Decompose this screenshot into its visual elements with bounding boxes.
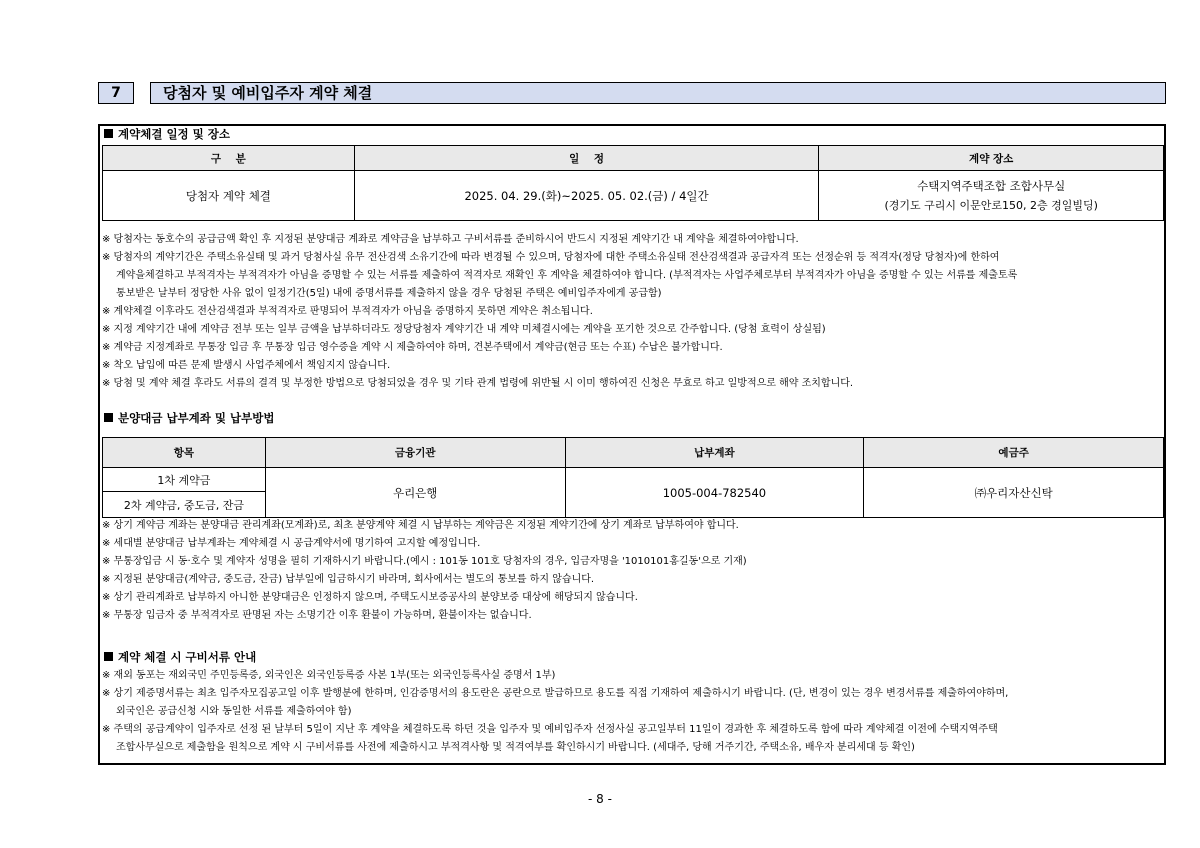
header-category: 구 분	[103, 146, 355, 171]
square-bullet-icon	[104, 129, 113, 138]
note-line: 계약을체결하고 부적격자는 부적격자가 아님을 증명할 수 있는 서류를 제출하여 적격자로 재확인 후 계약을 체결하여야 합니다. (부적격자는 사업주체로부터 부적격자가 아님을 증명할 수 있는 서류를 제출토록	[116, 270, 1018, 281]
note-line: ※ 무통장입금 시 동·호수 및 계약자 성명을 필히 기재하시기 바랍니다.(예시 : 101동 101호 당첨자의 경우, 입금자명을 '1010101홍길동'으로 기재)	[102, 556, 747, 567]
note-line: ※ 당첨 및 계약 체결 후라도 서류의 결격 및 부정한 방법으로 당첨되었을 경우 및 기타 관계 법령에 위반될 시 이미 행하여진 신청은 무효로 하고 일방적으로 해약 조치합니다.	[102, 378, 854, 389]
header-place: 계약 장소	[819, 146, 1164, 171]
note-line: ※ 세대별 분양대금 납부계좌는 계약체결 시 공급계약서에 명기하여 고지할 예정입니다.	[102, 538, 481, 549]
note-line: ※ 주택의 공급계약이 입주자로 선정 된 날부터 5일이 지난 후 계약을 체결하도록 하던 것을 입주자 및 예비입주자 선정사실 공고일부터 11일이 경과한 후 체결하도록 함에 따라 계약체결 이전에 수택지역주택	[102, 724, 998, 735]
note-line: ※ 지정 계약기간 내에 계약금 전부 또는 일부 금액을 납부하더라도 정당당첨자 계약기간 내 계약 미체결시에는 계약을 포기한 것으로 간주합니다. (당첨 효력이 상실됨)	[102, 324, 826, 335]
note-line: 통보받은 날부터 정당한 사유 없이 일정기간(5일) 내에 증명서류를 제출하지 않을 경우 당첨된 주택은 예비입주자에게 공급함)	[116, 288, 662, 299]
section-title: 당첨자 및 예비입주자 계약 체결	[150, 82, 1166, 104]
note-line: ※ 재외 동포는 재외국민 주민등록증, 외국인은 외국인등록증 사본 1부(또는 외국인등록사실 증명서 1부)	[102, 670, 556, 681]
header-item: 항목	[103, 438, 266, 468]
section-number: 7	[98, 82, 134, 104]
note-line: ※ 계약금 지정계좌로 무통장 입금 후 무통장 입금 영수증을 계약 시 제출하여야 하며, 견본주택에서 계약금(현금 또는 수표) 수납은 불가합니다.	[102, 342, 723, 353]
contract-notes	[102, 231, 1164, 393]
payment-account: 1005-004-782540	[565, 468, 864, 518]
schedule-category: 당첨자 계약 체결	[103, 171, 355, 221]
header-bank: 금융기관	[265, 438, 565, 468]
note-line: 조합사무실으로 제출함을 원칙으로 계약 시 구비서류를 사전에 제출하시고 부적격사항 및 적격여부를 확인하시기 바랍니다. (세대주, 당해 거주기간, 주택소유, 배우자 분리세대 등 확인)	[116, 742, 915, 753]
note-line: 외국인은 공급신청 시와 동일한 서류를 제출하여야 함)	[116, 706, 352, 717]
payment-notes	[102, 517, 1164, 625]
content-box	[98, 124, 1166, 765]
payment-heading: 분양대금 납부계좌 및 납부방법	[104, 411, 274, 425]
payment-bank: 우리은행	[265, 468, 565, 518]
header-schedule: 일 정	[354, 146, 819, 171]
payment-item-second: 2차 계약금, 중도금, 잔금	[103, 492, 266, 518]
place-name: 수택지역주택조합 조합사무실	[917, 178, 1066, 193]
documents-heading: 계약 체결 시 구비서류 안내	[104, 650, 256, 664]
section-header	[98, 82, 1166, 104]
square-bullet-icon	[104, 413, 113, 422]
note-line: ※ 지정된 분양대금(계약금, 중도금, 잔금) 납부일에 입금하시기 바라며, 회사에서는 별도의 통보를 하지 않습니다.	[102, 574, 595, 585]
page-number: - 8 -	[588, 792, 612, 806]
note-line: ※ 무통장 입금자 중 부적격자로 판명된 자는 소명기간 이후 환불이 가능하며, 환불이자는 없습니다.	[102, 610, 532, 621]
note-line: ※ 당첨자는 동호수의 공급금액 확인 후 지정된 분양대금 계좌로 계약금을 납부하고 구비서류를 준비하시어 반드시 지정된 계약기간 내 계약을 체결하여야합니다.	[102, 234, 799, 245]
place-address: (경기도 구리시 이문안로150, 2층 경일빌딩)	[884, 198, 1098, 212]
payment-item-first: 1차 계약금	[103, 468, 266, 492]
schedule-place	[819, 171, 1164, 221]
payment-holder: ㈜우리자산신탁	[864, 468, 1164, 518]
header-account: 납부계좌	[565, 438, 864, 468]
payment-table	[102, 437, 1164, 518]
note-line: ※ 상기 관리계좌로 납부하지 아니한 분양대금은 인정하지 않으며, 주택도시보증공사의 분양보증 대상에 해당되지 않습니다.	[102, 592, 638, 603]
note-line: ※ 계약체결 이후라도 전산검색결과 부적격자로 판명되어 부적격자가 아님을 증명하지 못하면 계약은 취소됩니다.	[102, 306, 593, 317]
note-line: ※ 상기 제증명서류는 최초 입주자모집공고일 이후 발행분에 한하며, 인감증명서의 용도란은 공란으로 발급하므로 용도를 직접 기재하여 제출하시기 바랍니다. (단, 변경이 있는 경우 변경서류를 제출하여야하며,	[102, 688, 1009, 699]
documents-notes	[102, 667, 1164, 757]
contract-schedule-table	[102, 145, 1164, 221]
note-line: ※ 착오 납입에 따른 문제 발생시 사업주체에서 책임지지 않습니다.	[102, 360, 391, 371]
note-line: ※ 당첨자의 계약기간은 주택소유실태 및 과거 당첨사실 유무 전산검색 소유기간에 따라 변경될 수 있으며, 당첨자에 대한 주택소유실태 전산검색결과 공급자격 또는 선정순위 등 적격자(정당 당첨자)에 한하여	[102, 252, 1000, 263]
header-holder: 예금주	[864, 438, 1164, 468]
square-bullet-icon	[104, 652, 113, 661]
schedule-dates: 2025. 04. 29.(화)~2025. 05. 02.(금) / 4일간	[354, 171, 819, 221]
note-line: ※ 상기 계약금 계좌는 분양대금 관리계좌(모계좌)로, 최초 분양계약 체결 시 납부하는 계약금은 지정된 계약기간에 상기 계좌로 납부하여야 합니다.	[102, 520, 739, 531]
contract-schedule-heading: 계약체결 일정 및 장소	[104, 127, 230, 141]
